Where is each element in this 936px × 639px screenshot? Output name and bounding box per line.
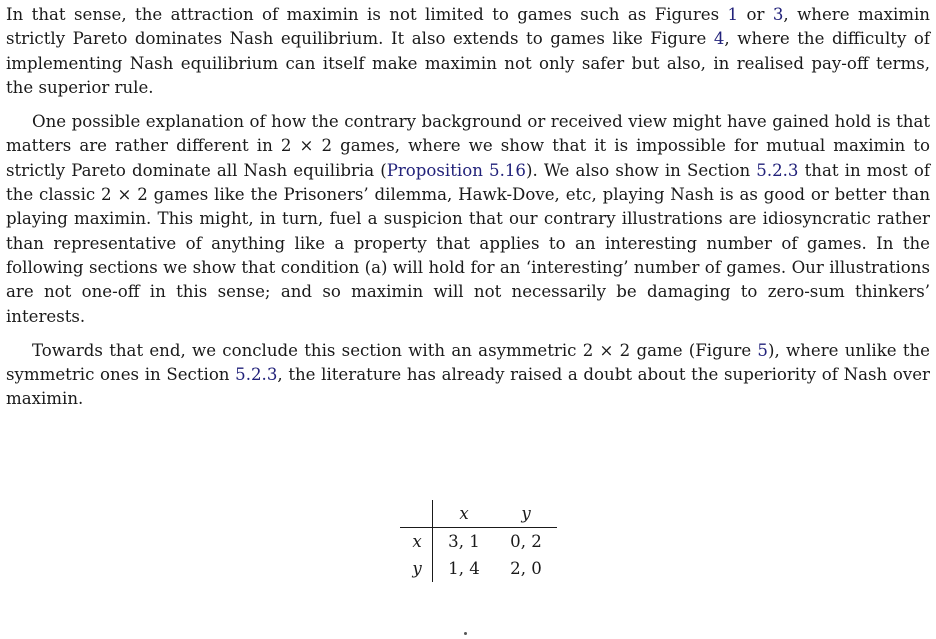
ref-section[interactable]: 5.2.3	[756, 160, 799, 180]
table-header-row	[400, 500, 557, 528]
payoff-cell: 2, 0	[510, 559, 542, 578]
paragraph-1-text-4: , where the difficulty of implementing Nash equilibrium can itself make maximin not only safer but also, in realised pay-off terms, the superior rule.	[6, 29, 931, 97]
paragraph-2-text-3: that in most of the classic 2 × 2 games like the Prisoners’ dilemma, Hawk-Dove, etc, playing Nash is as good or better than playing maximin. This might, in turn, fuel a suspicion that our contrary illustrations are idiosyncratic rather than representative of anything like a property that applies to an interesting number of games. In the following sections we show that condition (a) will hold for an ‘interesting’ number of games. Our illustrations are not one-off in this sense; and so maximin will not necessarily be damaging to zero-sum thinkers’ interests.	[6, 160, 930, 326]
page-body	[6, 3, 930, 412]
paragraph-1-text-3: , where maximin strictly Pareto dominates Nash equilibrium. It also extends to games like Figure	[6, 5, 930, 49]
ref-section-2[interactable]: 5.2.3	[235, 365, 278, 385]
paragraph-2-text-1: One possible explanation of how the contrary background or received view might have gained hold is that matters are rather different in 2 × 2 games, where we show that it is impossible for mutual maximin to strictly Pareto dominate all Nash equilibria (	[6, 112, 930, 180]
paragraph-1-text-2: or	[738, 5, 773, 24]
col-header: x	[433, 500, 496, 528]
ref-figure-5[interactable]: 5	[757, 340, 768, 360]
payoff-cell: 1, 4	[448, 559, 480, 578]
paragraph-3	[6, 339, 930, 412]
table-corner	[400, 500, 433, 528]
payoff-matrix	[400, 500, 557, 582]
paragraph-1	[6, 3, 930, 100]
paragraph-3-text-3: , the literature has already raised a doubt about the superiority of Nash over maximin.	[6, 365, 930, 409]
row-header: x	[400, 528, 433, 556]
table-row	[400, 528, 557, 556]
col-header: y	[495, 500, 557, 528]
payoff-cell: 3, 1	[448, 532, 480, 551]
row-header: y	[400, 555, 433, 582]
paragraph-2-text-2: ). We also show in Section	[525, 160, 757, 180]
table-row	[400, 555, 557, 582]
payoff-cell: 0, 2	[510, 532, 542, 551]
paragraph-3-text-2: ), where unlike the symmetric ones in Section	[6, 340, 930, 385]
game-table	[400, 500, 557, 582]
ref-figure-1[interactable]: 1	[727, 5, 739, 24]
paragraph-1-text-1: In that sense, the attraction of maximin is not limited to games such as Figures	[6, 5, 728, 24]
ref-figure-3[interactable]: 3	[772, 5, 784, 24]
ref-figure-4[interactable]: 4	[713, 29, 725, 49]
decorative-dot	[464, 632, 467, 635]
ref-proposition[interactable]: Proposition 5.16	[386, 160, 526, 180]
paragraph-3-text-1: Towards that end, we conclude this section with an asymmetric 2 × 2 game (Figure	[32, 340, 758, 360]
paragraph-2	[6, 110, 930, 329]
